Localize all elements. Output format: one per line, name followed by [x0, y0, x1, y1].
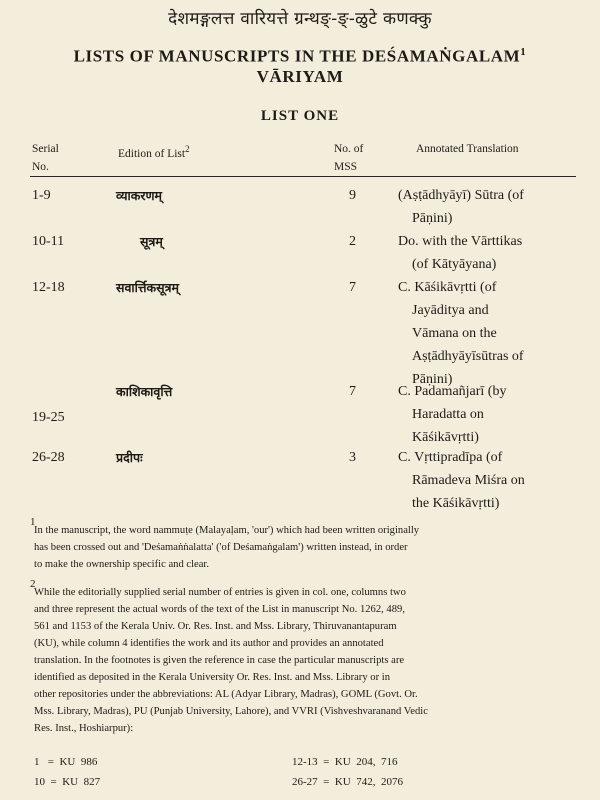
serial-cell: 19-25 [32, 410, 65, 425]
reference-item: 10 = KU 827 [34, 776, 101, 788]
mss-cell: 9 [349, 188, 356, 203]
reference-item: 26-27 = KU 742, 2076 [292, 776, 404, 788]
translation-cell: C. Kāśikāvṛtti (of Jayāditya and Vāmana on the Aṣṭādhyāyīsūtras of Pāṇini) [398, 280, 524, 387]
title-line-2: VĀRIYAM [256, 66, 344, 86]
edition-cell: काशिकावृत्ति [116, 384, 173, 399]
translation-cell: Do. with the Vārttikas (of Kātyāyana) [398, 234, 523, 272]
translation-cell: C. Vṛttipradīpa (of Rāmadeva Miśra on the Kāśikāvṛtti) [398, 450, 525, 511]
list-heading: LIST ONE [260, 108, 340, 124]
reference-item: 1 = KU 986 [34, 756, 98, 768]
edition-cell: सवार्त्तिकसूत्रम् [116, 280, 179, 295]
serial-cell: 10-11 [32, 234, 65, 249]
col-header-edition: Edition of List$^2$ [118, 144, 190, 160]
footnote-1: In the manuscript, the word nammuṭe (Malayaḷam, 'our') which had been written originally has been crossed out and 'Deśamaṅṅalatta' ('of Deśamaṅgalam') written instead, in order to make the ownership specific and clear. [34, 525, 420, 570]
footnote-number: 2 [30, 578, 36, 590]
footnote-2: While the editorially supplied serial number of entries is given in col. one, columns two and three represent the actual words of the text of the List in manuscript No. 1262, 489, 561 and 1153 of the Kerala Univ. Or. Res. Inst. and Mss. Library, Thiruvanantapuram (KU), while column 4 identifies the work and its author and provides an annotated translation. In the footnotes is given the reference in case the particular manuscripts are identified as deposited in the Kerala University Or. Res. Inst. and Mss. Library or in other repositories under the abbreviations: AL (Adyar Library, Madras), GOML (Govt. Or. Mss. Library, Madras), PU (Punjab University, Lahore), and VVRI (Vishveshvaranand Vedic Res. Inst., Hoshiarpur): [34, 587, 428, 734]
reference-item: 12-13 = KU 204, 716 [292, 756, 398, 768]
serial-cell: 1-9 [32, 188, 51, 203]
translation-cell: (Aṣṭādhyāyī) Sūtra (of Pāṇini) [398, 188, 524, 226]
devanagari-heading: देशमङ्गलत्त वारियत्ते ग्रन्थङ्-ङ्-ळुटे कणक्कु [168, 9, 432, 29]
col-header-mss: No. of MSS [334, 143, 364, 173]
page-title [0, 42, 600, 87]
title-footnote-mark: 1 [520, 46, 527, 58]
footnote-number: 1 [30, 516, 36, 528]
mss-cell: 7 [349, 384, 356, 399]
edition-cell: व्याकरणम् [116, 188, 162, 203]
mss-cell: 7 [349, 280, 356, 295]
col-header-translation: Annotated Translation [416, 143, 519, 155]
title-line-1: LISTS OF MANUSCRIPTS IN THE DEŚAMAṄGALAM [73, 46, 521, 66]
mss-cell: 2 [349, 234, 356, 249]
mss-cell: 3 [349, 450, 356, 465]
edition-cell: प्रदीपः [116, 450, 143, 465]
translation-cell: C. Padamañjarī (by Haradatta on Kāśikāvṛtti) [398, 384, 507, 445]
serial-cell: 12-18 [32, 280, 65, 295]
col-header-serial: Serial No. [32, 143, 59, 173]
edition-cell: सूत्रम् [140, 234, 163, 249]
serial-cell: 26-28 [32, 450, 65, 465]
header-rule [30, 176, 576, 177]
